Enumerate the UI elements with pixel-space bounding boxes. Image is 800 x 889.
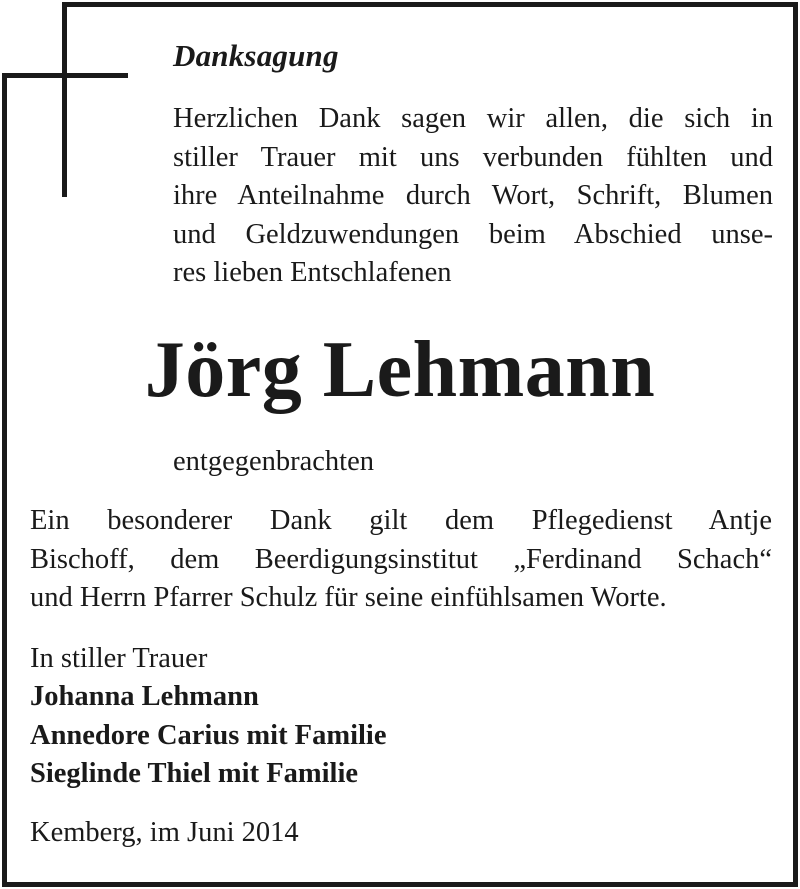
border-left [2, 75, 7, 887]
intro-line: ihre Anteilnahme durch Wort, Schrift, Blumen [173, 180, 773, 211]
mourner-name: Annedore Carius mit Familie [30, 719, 387, 751]
intro-line: res lieben Entschlafenen [173, 257, 452, 288]
notice-title: Danksagung [173, 38, 339, 73]
border-top [66, 2, 798, 7]
thanks-line: Bischoff, dem Beerdigungsinstitut „Ferdinand Schach“ [30, 543, 772, 575]
thanks-paragraph [30, 502, 772, 618]
mourners-list [30, 678, 387, 794]
mourner-name: Sieglinde Thiel mit Familie [30, 758, 359, 789]
thanks-line: und Herrn Pfarrer Schulz für seine einfühlsamen Worte. [30, 582, 667, 613]
thanks-line: Ein besonderer Dank gilt dem Pflegedienst Antje [30, 505, 772, 536]
intro-paragraph [173, 100, 773, 293]
after-name-text: entgegenbrachten [173, 446, 374, 477]
place-date: Kemberg, im Juni 2014 [30, 817, 299, 848]
border-right [793, 2, 798, 887]
intro-line: Herzlichen Dank sagen wir allen, die sich in [173, 103, 773, 134]
intro-line: stiller Trauer mit uns verbunden fühlten und [173, 141, 773, 173]
intro-line: und Geldzuwendungen beim Abschied unse- [173, 218, 773, 250]
border-bottom [2, 882, 798, 887]
cross-vertical-bar [62, 2, 67, 197]
mourner-name: Johanna Lehmann [30, 681, 259, 712]
cross-horizontal-bar [2, 73, 128, 78]
deceased-name: Jörg Lehmann [144, 326, 656, 414]
mourning-intro: In stiller Trauer [30, 643, 208, 674]
